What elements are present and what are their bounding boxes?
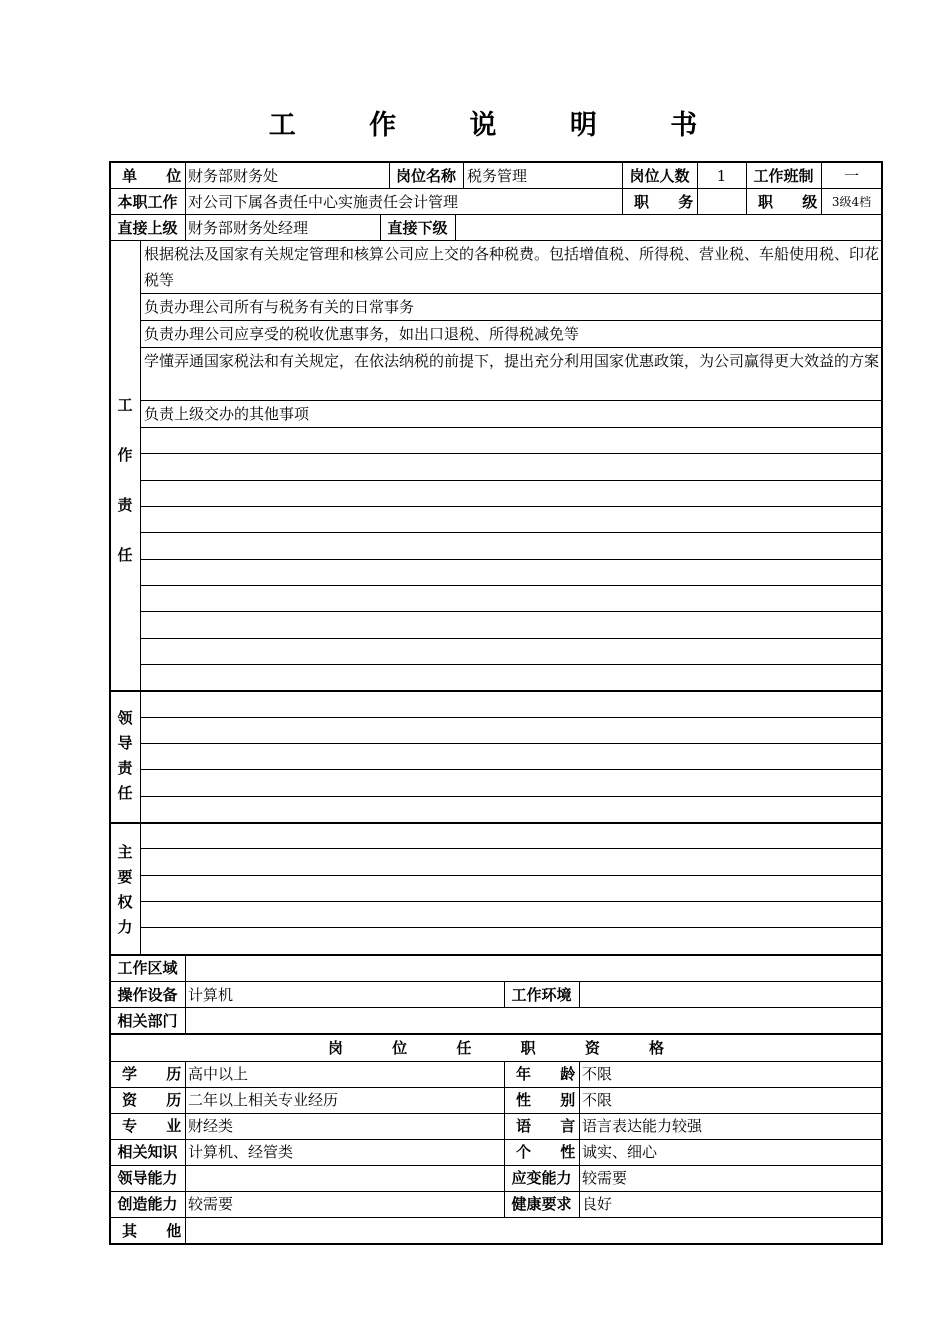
gender-value: 不限: [582, 1091, 613, 1109]
language-value: 语言表达能力较强: [582, 1117, 703, 1135]
superior-label: 直接上级: [117, 219, 178, 237]
vertical-label-char: 责: [117, 759, 133, 777]
major-value: 财经类: [188, 1117, 234, 1135]
knowledge-value: 计算机、经管类: [188, 1143, 294, 1161]
position-name-value: 税务管理: [467, 167, 528, 185]
unit-value: 财务部财务处: [188, 167, 279, 185]
personality-label: 个 性: [516, 1143, 588, 1161]
superior-value: 财务部财务处经理: [188, 219, 309, 237]
vertical-label-char: 工: [117, 396, 133, 414]
vertical-label-char: 权: [117, 893, 133, 911]
responsibility-item: 负责办理公司应享受的税收优惠事务，如出口退税、所得税减免等: [144, 325, 580, 343]
responsibility-item: 学懂弄通国家税法和有关规定，在依法纳税的前提下，提出充分利用国家优惠政策，为公司赢得更大效益的方案: [144, 352, 880, 370]
departments-label: 相关部门: [117, 1012, 178, 1030]
vertical-label-char: 责: [117, 496, 133, 514]
responsibility-item: 负责办理公司所有与税务有关的日常事务: [144, 298, 415, 316]
personality-value: 诚实、细心: [582, 1143, 658, 1161]
work-area-label: 工作区域: [117, 959, 178, 977]
environment-label: 工作环境: [511, 986, 572, 1004]
vertical-label-char: 要: [117, 868, 133, 886]
responsibilities-label: [110, 380, 140, 580]
shift-label: 工作班制: [753, 167, 814, 185]
adaptability-label: 应变能力: [511, 1169, 572, 1187]
other-label: 其 他: [122, 1222, 194, 1240]
experience-label: 资 历: [122, 1091, 194, 1109]
leadership-ability-label: 领导能力: [117, 1169, 178, 1187]
headcount-label: 岗位人数: [629, 167, 690, 185]
responsibility-item: 根据税法及国家有关规定管理和核算公司应上交的各种税费。包括增值税、所得税、营业税、车船使用税、印花税等: [144, 245, 880, 289]
main-work-label: 本职工作: [117, 193, 178, 211]
age-label: 年 龄: [516, 1065, 588, 1083]
creativity-label: 创造能力: [117, 1195, 178, 1213]
equipment-label: 操作设备: [117, 986, 178, 1004]
shift-value: 一: [843, 167, 859, 185]
vertical-label-char: 任: [117, 546, 133, 564]
vertical-label-char: 力: [117, 918, 133, 936]
grade-value: 3级4档: [831, 195, 872, 209]
major-label: 专 业: [122, 1117, 194, 1135]
age-value: 不限: [582, 1065, 613, 1083]
health-value: 良好: [582, 1195, 613, 1213]
health-label: 健康要求: [511, 1195, 572, 1213]
main-work-value: 对公司下属各责任中心实施责任会计管理: [188, 193, 459, 211]
position-name-label: 岗位名称: [395, 167, 456, 185]
leadership-label: [110, 706, 140, 806]
gender-label: 性 别: [516, 1091, 588, 1109]
vertical-label-char: 导: [117, 734, 133, 752]
duty-label: 职 务: [634, 193, 706, 211]
authority-label: [110, 840, 140, 940]
education-label: 学 历: [122, 1065, 194, 1083]
vertical-label-char: 领: [117, 709, 133, 727]
qualifications-heading: 岗 位 任 职 资 格: [327, 1039, 687, 1057]
equipment-value: 计算机: [188, 986, 234, 1004]
language-label: 语 言: [516, 1117, 588, 1135]
vertical-label-char: 任: [117, 784, 133, 802]
grade-label: 职 级: [758, 193, 830, 211]
creativity-value: 较需要: [188, 1195, 234, 1213]
vertical-label-char: 主: [117, 843, 133, 861]
knowledge-label: 相关知识: [117, 1143, 178, 1161]
adaptability-value: 较需要: [582, 1169, 628, 1187]
vertical-label-char: 作: [117, 446, 133, 464]
education-value: 高中以上: [188, 1065, 249, 1083]
subordinate-label: 直接下级: [387, 219, 448, 237]
responsibility-item: 负责上级交办的其他事项: [144, 405, 310, 423]
page-title: 工 作 说 明 书: [268, 110, 730, 141]
experience-value: 二年以上相关专业经历: [188, 1091, 339, 1109]
unit-label: 单 位: [122, 167, 194, 185]
headcount-value: 1: [716, 167, 727, 185]
